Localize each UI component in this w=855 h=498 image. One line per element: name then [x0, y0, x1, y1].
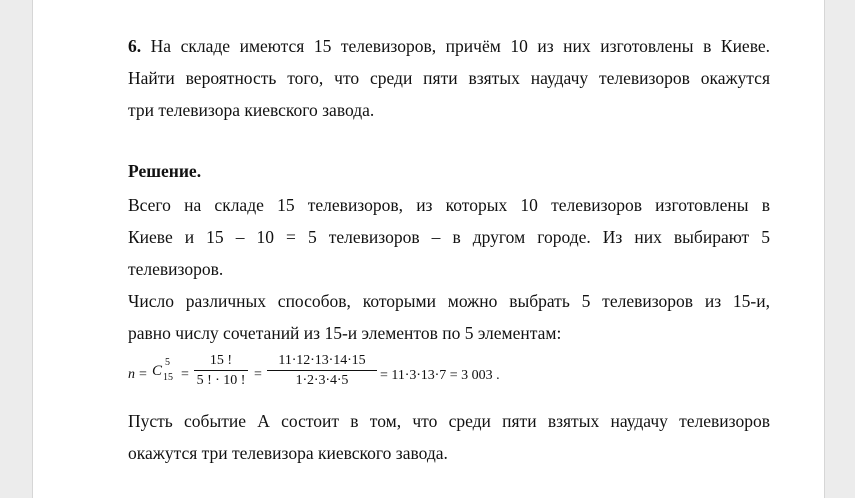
solution-paragraph-2	[128, 285, 770, 349]
fraction-product-denominator: 1⋅2⋅3⋅4⋅5	[295, 373, 349, 388]
para3-line-2: окажутся три телевизора киевского завода.	[128, 443, 448, 463]
fraction-product	[267, 352, 377, 391]
para1-line-3: телевизоров.	[128, 259, 224, 279]
formula-eq-3: =	[254, 367, 262, 382]
solution-heading-block	[128, 155, 770, 187]
formula-lhs: n	[128, 367, 135, 382]
problem-number: 6.	[128, 36, 142, 56]
combination-formula	[128, 350, 548, 400]
para1-line-2: Киеве и 15 – 10 = 5 телевизоров – в другом городе. Из них выбирают 5	[128, 227, 770, 247]
formula-result: = 11⋅3⋅13⋅7 = 3 003 .	[380, 367, 500, 383]
para2-line-2: равно числу сочетаний из 15-и элементов по 5 элементам:	[128, 323, 562, 343]
problem-line-1	[128, 30, 770, 62]
problem-statement	[128, 30, 770, 126]
problem-line-3: три телевизора киевского завода.	[128, 100, 375, 120]
combination-n: 15	[163, 372, 173, 383]
para2-line-1: Число различных способов, которыми можно выбрать 5 телевизоров из 15-и,	[128, 291, 770, 311]
formula-eq-1: =	[139, 367, 147, 382]
formula-eq-2: =	[181, 367, 189, 382]
para1-line-1: Всего на складе 15 телевизоров, из которых 10 телевизоров изготовлены в	[128, 195, 770, 215]
solution-paragraph-1	[128, 189, 770, 285]
fraction-factorial-numerator: 15 !	[209, 353, 233, 368]
solution-heading: Решение.	[128, 161, 202, 181]
para3-line-1: Пусть событие А состоит в том, что среди пяти взятых наудачу телевизоров	[128, 411, 770, 431]
combination-letter: C	[152, 363, 163, 379]
combination-k: 5	[165, 357, 170, 368]
fraction-factorial	[194, 352, 248, 391]
document-page	[32, 0, 825, 498]
fraction-product-numerator: 11⋅12⋅13⋅14⋅15	[278, 353, 366, 368]
problem-text-1: На складе имеются 15 телевизоров, причём 10 из них изготовлены в Киеве.	[150, 36, 771, 56]
problem-line-2: Найти вероятность того, что среди пяти взятых наудачу телевизоров окажутся	[128, 68, 770, 88]
fraction-factorial-denominator: 5 ! ⋅ 10 !	[196, 373, 246, 388]
combination-symbol	[152, 357, 173, 383]
solution-paragraph-3	[128, 405, 770, 469]
